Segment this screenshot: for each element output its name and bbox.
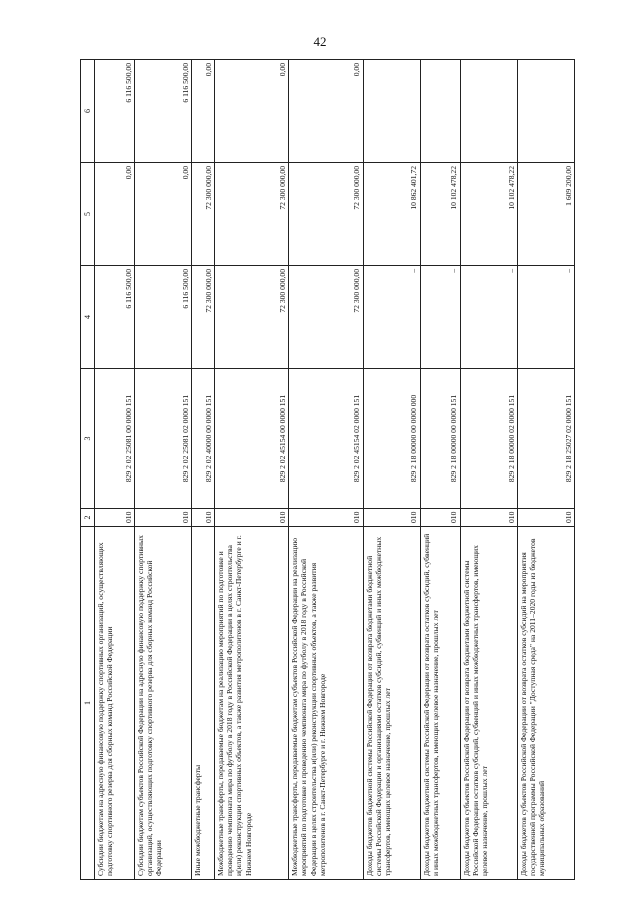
row-amount-remaining bbox=[420, 60, 460, 163]
row-code: 010 bbox=[214, 509, 288, 527]
row-amount-executed: 72 300 000,00 bbox=[289, 163, 363, 266]
row-kbk: 829 2 02 25081 02 0000 151 bbox=[134, 369, 191, 509]
rotated-table-container bbox=[80, 60, 575, 880]
row-amount-remaining bbox=[460, 60, 517, 163]
row-amount-plan: – bbox=[460, 266, 517, 369]
table-row bbox=[192, 60, 215, 880]
table-row bbox=[460, 60, 517, 880]
column-header-6: 6 bbox=[81, 60, 95, 163]
table-row bbox=[214, 60, 288, 880]
row-amount-plan: 72 300 000,00 bbox=[192, 266, 215, 369]
row-amount-plan: 6 116 500,00 bbox=[134, 266, 191, 369]
row-kbk: 829 2 18 00000 02 0000 151 bbox=[460, 369, 517, 509]
row-amount-plan: – bbox=[517, 266, 574, 369]
row-kbk: 829 2 02 40000 00 0000 151 bbox=[192, 369, 215, 509]
row-amount-executed: 10 862 401,72 bbox=[363, 163, 420, 266]
row-kbk: 829 2 18 00000 00 0000 000 bbox=[363, 369, 420, 509]
row-code: 010 bbox=[134, 509, 191, 527]
column-header-2: 2 bbox=[81, 509, 95, 527]
row-amount-plan: 72 300 000,00 bbox=[214, 266, 288, 369]
row-amount-executed: 72 300 000,00 bbox=[192, 163, 215, 266]
row-code: 010 bbox=[420, 509, 460, 527]
row-kbk: 829 2 02 25081 00 0000 151 bbox=[95, 369, 135, 509]
budget-revenue-table bbox=[80, 59, 575, 880]
table-row bbox=[289, 60, 363, 880]
row-name: Доходы бюджетов субъектов Российской Федерации от возврата остатков субсидий на мероприятия государственной программы Российской Федерации "Доступная среда" на 2011–2020 годы из бюджетов муниципальных образований bbox=[517, 527, 574, 880]
row-amount-executed: 10 102 478,22 bbox=[460, 163, 517, 266]
row-name: Субсидии бюджетам на адресную финансовую поддержку спортивных организаций, осуществляющих подготовку спортивного резерва для сборных команд Российской Федерации bbox=[95, 527, 135, 880]
row-name: Иные межбюджетные трансферты bbox=[192, 527, 215, 880]
row-code: 010 bbox=[192, 509, 215, 527]
table-row bbox=[517, 60, 574, 880]
page-number: 42 bbox=[313, 34, 327, 49]
row-name: Межбюджетные трансферты, передаваемые бюджетам субъектов Российской Федерации на реализацию мероприятий по подготовке и проведению чемпионата мира по футболу в 2018 году в Российской Федерации в целях строительства и(или) реконструкции спортивных объектов, а также развития метрополитенов в г. Санкт-Петербурге и г. Нижнем Новгороде bbox=[289, 527, 363, 880]
row-kbk: 829 2 02 45154 00 0000 151 bbox=[214, 369, 288, 509]
row-amount-executed: 10 102 478,22 bbox=[420, 163, 460, 266]
row-amount-executed: 0,00 bbox=[95, 163, 135, 266]
row-name: Субсидии бюджетам субъектов Российской Федерации на адресную финансовую поддержку спортивных организаций, осуществляющих подготовку спортивного резерва для сборных команд Российской Федерации bbox=[134, 527, 191, 880]
table-body bbox=[95, 60, 575, 880]
row-code: 010 bbox=[460, 509, 517, 527]
row-amount-remaining: 6 116 500,00 bbox=[95, 60, 135, 163]
table-row bbox=[134, 60, 191, 880]
row-name: Доходы бюджетов бюджетной системы Российской Федерации от возврата остатков субсидий, субвенций и иных межбюджетных трансфертов, имеющих целевое назначение, прошлых лет bbox=[420, 527, 460, 880]
row-amount-plan: – bbox=[363, 266, 420, 369]
row-name: Межбюджетные трансферты, передаваемые бюджетам на реализацию мероприятий по подготовке и проведению чемпионата мира по футболу в 2018 году в Российской Федерации в целях строительства и(или) реконструкции спортивных объектов, а также развития метрополитенов в г. Санкт-Петербурге и г. Нижнем Новгороде bbox=[214, 527, 288, 880]
column-header-3: 3 bbox=[81, 369, 95, 509]
row-code: 010 bbox=[363, 509, 420, 527]
column-header-1: 1 bbox=[81, 527, 95, 880]
row-amount-plan: – bbox=[420, 266, 460, 369]
row-code: 010 bbox=[517, 509, 574, 527]
table-row bbox=[420, 60, 460, 880]
row-amount-executed: 1 609 200,00 bbox=[517, 163, 574, 266]
row-amount-executed: 0,00 bbox=[134, 163, 191, 266]
row-amount-remaining: 0,00 bbox=[289, 60, 363, 163]
row-code: 010 bbox=[289, 509, 363, 527]
table-row bbox=[363, 60, 420, 880]
row-amount-remaining: 0,00 bbox=[192, 60, 215, 163]
row-amount-remaining: 6 116 500,00 bbox=[134, 60, 191, 163]
table-header-row bbox=[81, 60, 95, 880]
row-amount-remaining: 0,00 bbox=[214, 60, 288, 163]
row-kbk: 829 2 02 45154 02 0000 151 bbox=[289, 369, 363, 509]
table-row bbox=[95, 60, 135, 880]
row-amount-remaining bbox=[363, 60, 420, 163]
row-amount-remaining bbox=[517, 60, 574, 163]
column-header-5: 5 bbox=[81, 163, 95, 266]
row-kbk: 829 2 18 00000 00 0000 151 bbox=[420, 369, 460, 509]
row-amount-plan: 6 116 500,00 bbox=[95, 266, 135, 369]
row-kbk: 829 2 18 25027 02 0000 151 bbox=[517, 369, 574, 509]
row-name: Доходы бюджетов субъектов Российской Федерации от возврата бюджетами бюджетной системы Российской Федерации остатков субсидий, субвенций и иных межбюджетных трансфертов, имеющих целевое назначение, прошлых лет bbox=[460, 527, 517, 880]
row-amount-plan: 72 300 000,00 bbox=[289, 266, 363, 369]
column-header-4: 4 bbox=[81, 266, 95, 369]
row-code: 010 bbox=[95, 509, 135, 527]
row-amount-executed: 72 300 000,00 bbox=[214, 163, 288, 266]
row-name: Доходы бюджетов бюджетной системы Российской Федерации от возврата бюджетами бюджетной системы Российской Федерации и организациями остатков субсидий, субвенций и иных межбюджетных трансфертов, имеющих целевое назначение, прошлых лет bbox=[363, 527, 420, 880]
